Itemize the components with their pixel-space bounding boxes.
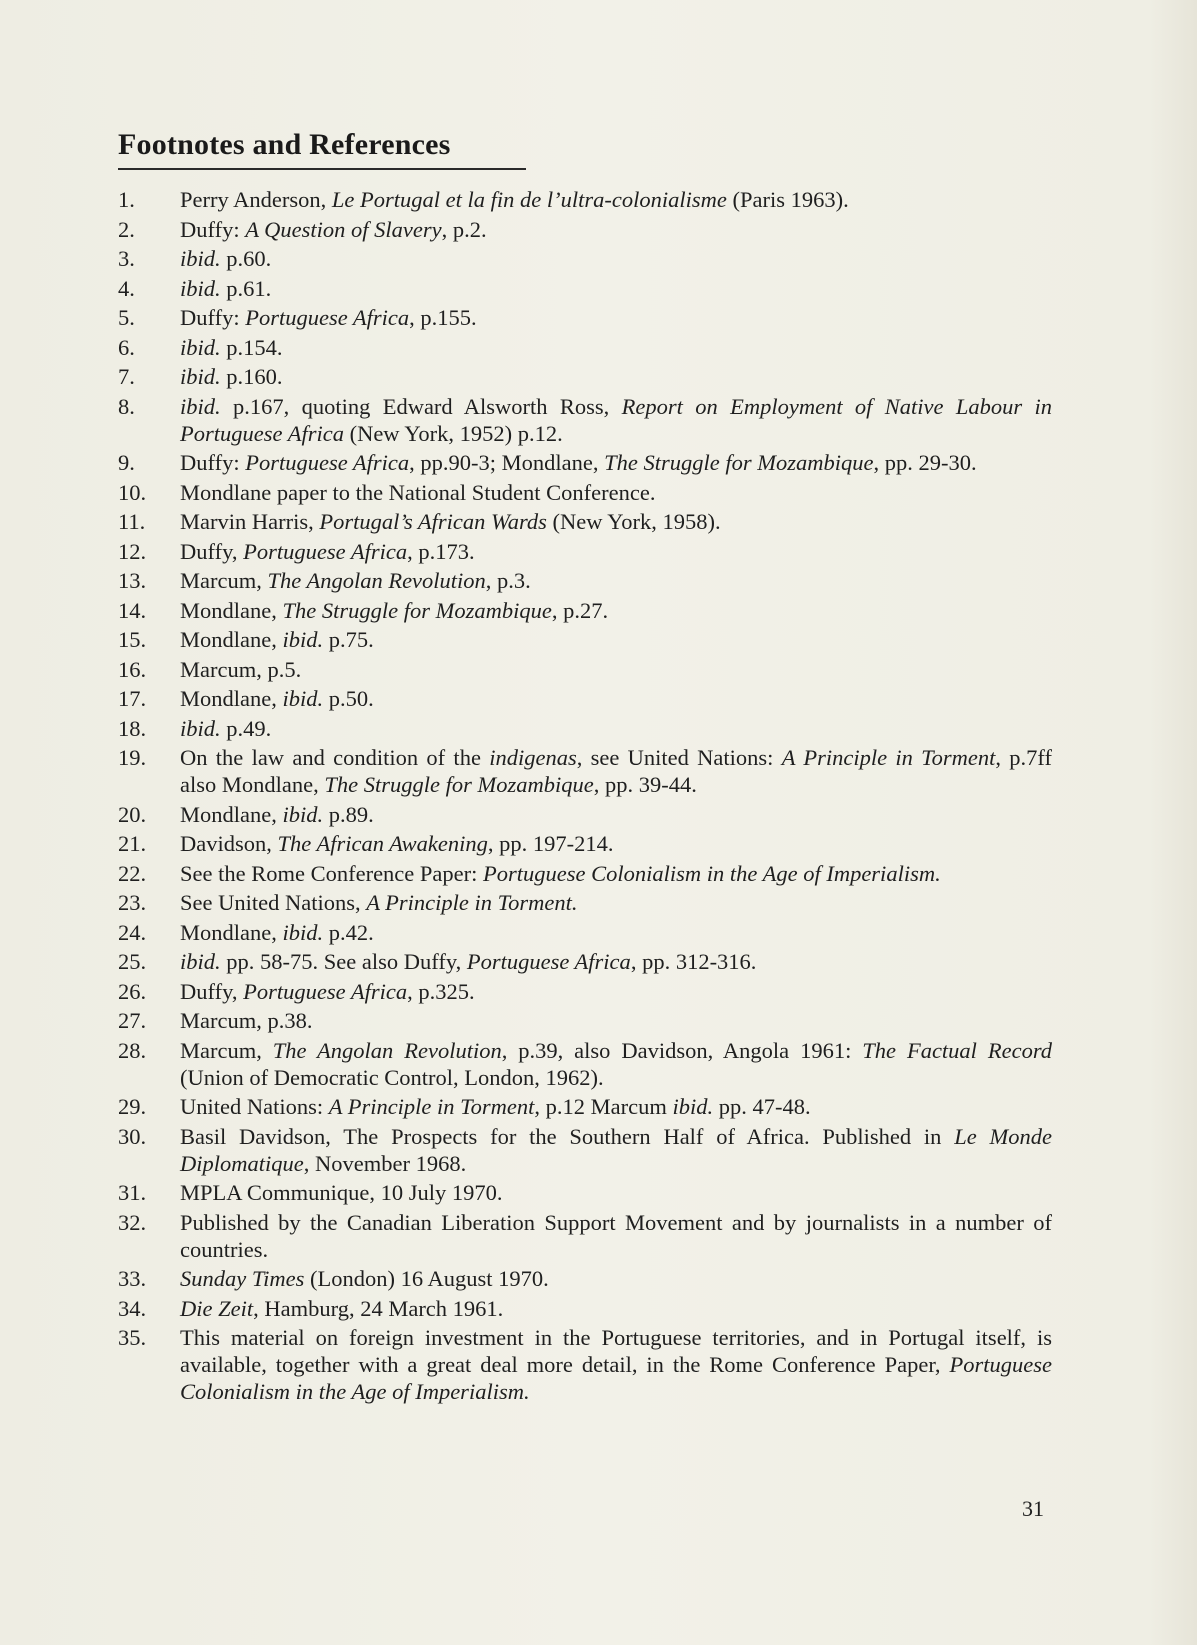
footnote-text-segment: p.89. [323,801,374,827]
footnote-text [180,567,1052,594]
footnote-text-segment: (New York, 1958). [546,509,721,534]
footnote-number: 20. [118,801,147,827]
footnote-text-segment: , Hamburg, 24 March 1961. [253,1295,504,1321]
footnote-item [118,978,1052,1005]
footnote-number: 15. [118,627,147,652]
footnote-number: 9. [118,450,135,475]
footnote-text [180,744,1052,798]
footnote-italic-segment: Portuguese Colonialism in the Age of Imperialism. [483,860,941,886]
footnote-italic-segment: Le Monde Diplomatique [180,1123,1052,1176]
footnote-number: 1. [118,187,135,212]
footnote-text-segment: , pp. 29-30. [873,450,977,475]
footnote-text [180,830,1052,857]
footnote-number: 8. [118,393,135,419]
footnote-italic-segment: ibid. [180,949,221,974]
footnote-text-segment: , see United Nations: [576,745,782,770]
footnote-number: 4. [118,275,135,301]
footnote-item [118,860,1052,887]
footnote-text [180,538,1052,565]
footnote-text [180,334,1052,361]
footnote-italic-segment: indigenas [489,745,577,770]
page-number: 31 [1022,1496,1044,1521]
footnote-text-segment: (London) 16 August 1970. [304,1266,549,1291]
footnote-text [180,1209,1052,1263]
footnote-text [180,479,1052,506]
footnote-text-segment: Duffy: [180,305,246,330]
footnote-text [180,801,1052,828]
footnote-item [118,626,1052,653]
footnote-italic-segment: ibid. [180,715,221,741]
footnote-number: 17. [118,686,147,711]
footnote-text-segment: Basil Davidson, The Prospects for the Southern Half of Africa. Published in [180,1123,955,1149]
footnote-text [180,508,1052,535]
footnote-text-segment: , pp.90-3; Mondlane, [409,450,605,475]
footnote-text-segment: Marcum, [180,1037,273,1063]
footnote-number: 28. [118,1037,147,1063]
footnote-text [180,1007,1052,1034]
footnote-item [118,830,1052,857]
footnote-italic-segment: Le Portugal et la fin de l’ultra-colonialisme [331,187,727,212]
footnote-item [118,597,1052,624]
footnote-text [180,978,1052,1005]
footnote-number: 21. [118,831,147,856]
footnote-text [180,363,1052,390]
footnote-number: 10. [118,479,147,505]
footnote-italic-segment: ibid. [282,919,324,945]
footnote-text [180,597,1052,624]
footnote-italic-segment: A Principle in Torment [781,745,996,770]
footnote-text-segment: United Nations: [180,1094,329,1119]
footnote-number: 32. [118,1209,147,1235]
footnote-text-segment: Marcum, p.38. [180,1008,313,1033]
footnote-italic-segment: ibid. [282,686,324,711]
footnote-item [118,656,1052,683]
footnote-number: 22. [118,860,147,886]
footnote-text-segment: Mondlane, [180,801,283,827]
footnote-italic-segment: Portuguese Africa [245,305,410,330]
footnote-number: 12. [118,538,147,564]
footnote-text-segment: pp. 47-48. [713,1094,811,1119]
footnote-text-segment: Marcum, [180,568,268,593]
footnote-text-segment: p.50. [323,686,374,711]
footnote-list [118,186,1052,1408]
footnote-italic-segment: ibid. [282,627,324,652]
footnote-italic-segment: ibid. [282,801,324,827]
footnote-text-segment: , pp. 312-316. [630,949,757,974]
footnote-number: 19. [118,745,147,770]
footnote-italic-segment: ibid. [180,275,221,301]
footnote-text [180,626,1052,653]
footnote-italic-segment: ibid. [180,246,221,271]
footnote-text [180,656,1052,683]
footnote-number: 14. [118,597,147,623]
footnote-text-segment: p.154. [220,334,283,360]
footnote-text [180,1037,1052,1091]
footnote-text [180,889,1052,916]
footnote-item [118,1179,1052,1206]
footnote-text [180,304,1052,331]
footnote-text-segment: p.49. [220,715,272,741]
footnote-text-segment: p.167, quoting Edward Alsworth Ross, [220,393,622,419]
footnote-italic-segment: Portuguese Africa [466,949,631,974]
footnote-item [118,245,1052,272]
footnote-number: 31. [118,1180,147,1205]
footnote-text-segment: p.42. [323,919,374,945]
footnote-text-segment: Mondlane, [180,627,283,652]
footnote-text-segment: (New York, 1952) p.12. [343,420,563,446]
footnote-item [118,538,1052,565]
footnote-text-segment: Duffy, [180,978,244,1004]
footnote-text-segment: , p.39, also Davidson, Angola 1961: [501,1037,863,1063]
footnote-item [118,1093,1052,1120]
footnote-number: 6. [118,334,135,360]
footnote-item [118,363,1052,390]
footnote-italic-segment: ibid. [180,364,221,389]
footnote-item [118,1265,1052,1292]
footnote-italic-segment: The Struggle for Mozambique [324,772,594,797]
footnote-item [118,919,1052,946]
footnote-text [180,1265,1052,1292]
footnote-text-segment: (Union of Democratic Control, London, 1962). [180,1064,604,1090]
footnote-item [118,508,1052,535]
footnote-text-segment: Perry Anderson, [180,187,332,212]
footnote-text-segment: See United Nations, [180,890,367,915]
footnote-item [118,685,1052,712]
footnote-text [180,1179,1052,1206]
footnote-text-segment: Duffy: [180,450,246,475]
footnote-italic-segment: Report on Employment of Native Labour in Portuguese Africa [180,393,1052,446]
footnote-italic-segment: ibid. [672,1094,714,1119]
footnote-text [180,216,1052,243]
footnote-item [118,715,1052,742]
footnote-text-segment: (Paris 1963). [726,187,849,212]
footnote-text-segment: Mondlane, [180,686,283,711]
footnote-text-segment: Duffy, [180,538,244,564]
footnote-item [118,1295,1052,1322]
footnote-text [180,1295,1052,1322]
footnote-italic-segment: The Factual Record [862,1037,1052,1063]
footnote-text-segment: pp. 58-75. See also Duffy, [220,949,467,974]
footnote-text-segment: Duffy: [180,216,246,242]
footnote-text-segment: , p.173. [407,538,475,564]
footnote-text-segment: MPLA Communique, 10 July 1970. [180,1180,503,1205]
page-title: Footnotes and References [118,128,451,161]
footnote-item [118,304,1052,331]
footnote-text [180,1324,1052,1405]
footnote-text-segment: On the law and condition of the [180,745,490,770]
footnote-text-segment: See the Rome Conference Paper: [180,860,484,886]
footnote-italic-segment: Portuguese Africa [243,978,408,1004]
footnote-number: 29. [118,1094,147,1119]
footnote-number: 26. [118,978,147,1004]
footnote-text-segment: , November 1968. [303,1150,467,1176]
footnote-number: 23. [118,890,147,915]
footnote-text [180,186,1052,213]
footnote-number: 11. [118,509,146,534]
footnote-italic-segment: The African Awakening [277,831,488,856]
title-underline [118,168,526,170]
footnote-text-segment: Mondlane, [180,597,283,623]
footnote-number: 35. [118,1325,147,1350]
footnote-item [118,744,1052,798]
footnote-text [180,245,1052,272]
footnote-italic-segment: The Angolan Revolution [272,1037,502,1063]
footnote-text-segment: Marvin Harris, [180,509,320,534]
footnote-italic-segment: The Struggle for Mozambique [282,597,552,623]
footnote-item [118,216,1052,243]
footnote-italic-segment: ibid. [180,334,221,360]
footnote-item [118,1007,1052,1034]
footnote-text [180,860,1052,887]
footnote-number: 16. [118,656,147,682]
footnote-number: 13. [118,568,147,593]
footnote-text-segment: p.160. [220,364,283,389]
footnote-text-segment: Published by the Canadian Liberation Support Movement and by journalists in a number of countries. [180,1209,1052,1262]
footnote-text-segment: p.60. [220,246,272,271]
footnote-item [118,1037,1052,1091]
footnote-text-segment: , p.7ff also Mondlane, [180,745,1052,797]
footnote-text-segment: p.75. [323,627,374,652]
footnote-text-segment: p.61. [220,275,272,301]
footnote-text-segment: , p.325. [407,978,475,1004]
footnote-text [180,449,1052,476]
footnote-text [180,715,1052,742]
footnote-text [180,1123,1052,1177]
footnote-italic-segment: Portuguese Africa [243,538,408,564]
footnote-item [118,801,1052,828]
footnote-text [180,393,1052,447]
footnote-text [180,275,1052,302]
footnote-item [118,186,1052,213]
footnote-text-segment: This material on foreign investment in the Portuguese territories, and in Portugal itself, is available, together with a great deal more detail, in the Rome Conference Paper, [180,1325,1052,1377]
footnote-number: 2. [118,216,135,242]
footnote-text-segment: Davidson, [180,831,278,856]
footnote-number: 30. [118,1123,147,1149]
footnote-number: 7. [118,364,135,389]
footnote-text [180,685,1052,712]
footnote-italic-segment: The Angolan Revolution [267,568,486,593]
footnote-text-segment: , p.3. [485,568,531,593]
footnote-item [118,889,1052,916]
footnote-item [118,393,1052,447]
footnote-number: 5. [118,305,135,330]
footnote-text-segment: Mondlane, [180,919,283,945]
footnote-text-segment: Mondlane paper to the National Student Conference. [180,479,656,505]
footnote-number: 33. [118,1266,147,1291]
footnote-text-segment: , p.155. [409,305,477,330]
footnote-number: 25. [118,949,147,974]
footnote-italic-segment: Portugal’s African Wards [319,509,547,534]
footnote-number: 3. [118,246,135,271]
footnote-item [118,275,1052,302]
footnote-item [118,449,1052,476]
footnote-italic-segment: Die Zeit [180,1295,254,1321]
footnote-text [180,1093,1052,1120]
footnote-italic-segment: A Question of Slavery [245,216,442,242]
footnote-number: 18. [118,715,147,741]
footnote-text-segment: , p.27. [551,597,609,623]
footnote-text [180,919,1052,946]
footnote-italic-segment: ibid. [180,393,221,419]
footnote-item [118,948,1052,975]
footnote-text-segment: , p.12 Marcum [534,1094,673,1119]
footnote-number: 24. [118,919,147,945]
footnote-item [118,1209,1052,1263]
footnote-text [180,948,1052,975]
footnote-number: 34. [118,1295,147,1321]
footnote-italic-segment: Portuguese Colonialism in the Age of Imperialism. [180,1352,1052,1404]
footnote-italic-segment: The Struggle for Mozambique [604,450,874,475]
footnote-text-segment: , p.2. [441,216,487,242]
footnote-item [118,479,1052,506]
footnote-item [118,334,1052,361]
footnote-italic-segment: A Principle in Torment [328,1094,535,1119]
footnote-italic-segment: A Principle in Torment. [366,890,578,915]
footnote-italic-segment: Portuguese Africa [245,450,410,475]
footnote-text-segment: , pp. 197-214. [487,831,614,856]
footnote-item [118,567,1052,594]
footnote-text-segment: Marcum, p.5. [180,656,302,682]
footnote-italic-segment: Sunday Times [180,1266,305,1291]
footnote-number: 27. [118,1008,147,1033]
footnote-text-segment: , pp. 39-44. [593,772,697,797]
footnote-item [118,1123,1052,1177]
footnote-item [118,1324,1052,1405]
